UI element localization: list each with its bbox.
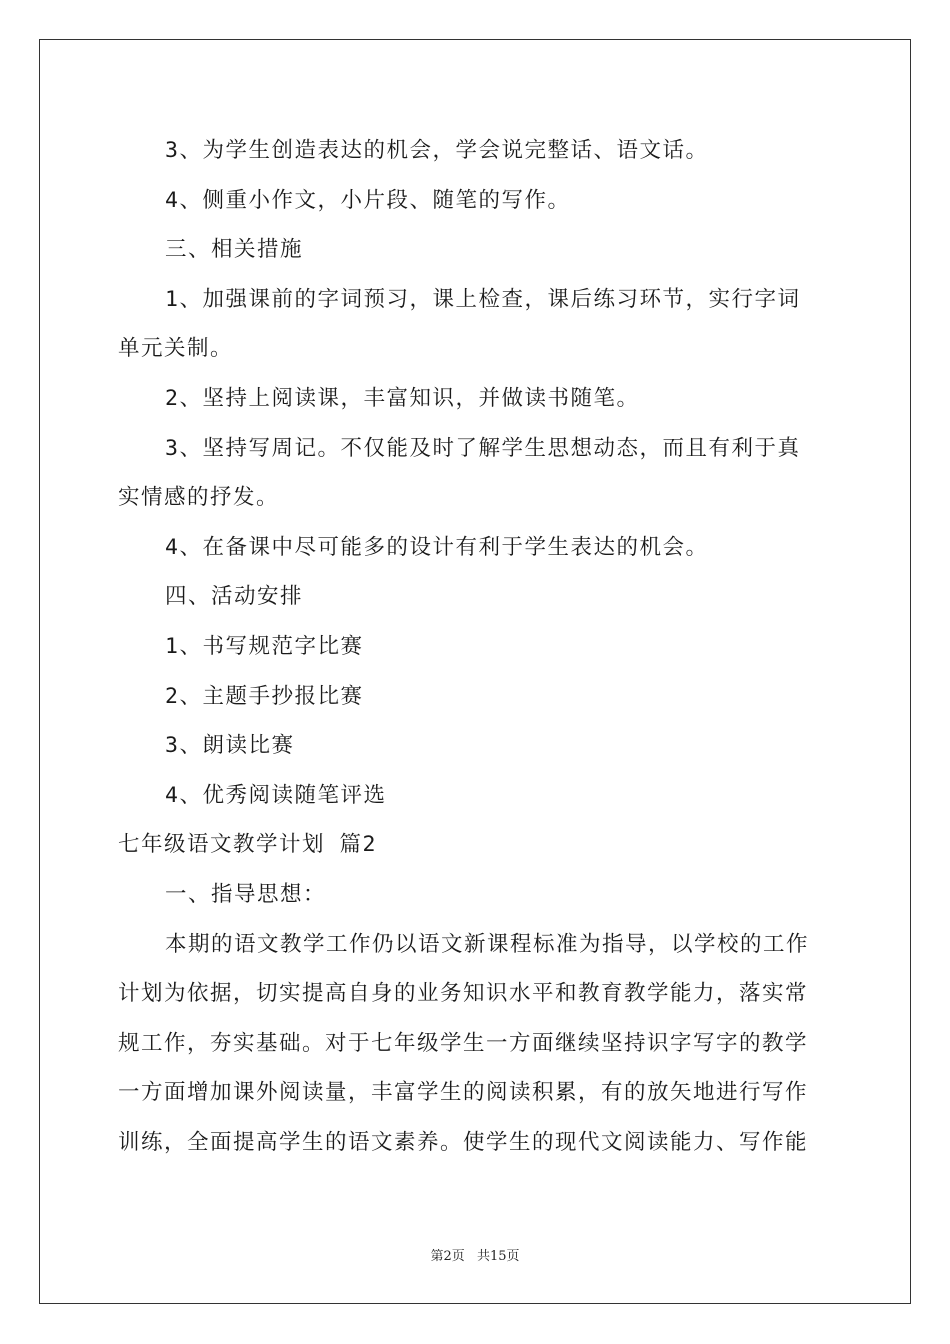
list-item: 4、优秀阅读随笔评选 (165, 782, 387, 808)
section-heading: 一、指导思想： (165, 881, 327, 907)
list-item: 2、主题手抄报比赛 (165, 683, 364, 709)
paragraph-line: 3、坚持写周记。不仅能及时了解学生思想动态，而且有利于真 (165, 435, 801, 461)
paragraph-line: 1、加强课前的字词预习，课上检查，课后练习环节，实行字词 (165, 286, 801, 312)
paragraph-line: 本期的语文教学工作仍以语文新课程标准为指导，以学校的工作 (165, 931, 810, 957)
paragraph-line: 实情感的抒发。 (118, 485, 280, 511)
document-title: 七年级语文教学计划 篇2 (118, 832, 377, 858)
document-body (118, 126, 834, 1167)
paragraph-line: 4、侧重小作文，小片段、随笔的写作。 (165, 187, 571, 213)
paragraph-line: 单元关制。 (118, 336, 234, 362)
page-total: 共15页 (476, 1249, 520, 1264)
paragraph-line: 计划为依据，切实提高自身的业务知识水平和教育教学能力，落实常 (118, 981, 809, 1007)
list-item: 1、书写规范字比赛 (165, 633, 364, 659)
section-heading: 三、相关措施 (165, 237, 304, 263)
paragraph-line: 2、坚持上阅读课，丰富知识，并做读书随笔。 (165, 385, 640, 411)
paragraph-line: 4、在备课中尽可能多的设计有利于学生表达的机会。 (165, 534, 709, 560)
page-number: 第2页 (430, 1249, 465, 1264)
paragraph-line: 一方面增加课外阅读量，丰富学生的阅读积累，有的放矢地进行写作 (118, 1080, 809, 1106)
paragraph-line: 3、为学生创造表达的机会，学会说完整话、语文话。 (165, 138, 709, 163)
page-footer (0, 1245, 950, 1264)
paragraph-line: 训练，全面提高学生的语文素养。使学生的现代文阅读能力、写作能 (118, 1129, 809, 1155)
section-heading: 四、活动安排 (165, 584, 304, 610)
list-item: 3、朗读比赛 (165, 733, 295, 759)
paragraph-line: 规工作，夯实基础。对于七年级学生一方面继续坚持识字写字的教学 (118, 1030, 809, 1056)
